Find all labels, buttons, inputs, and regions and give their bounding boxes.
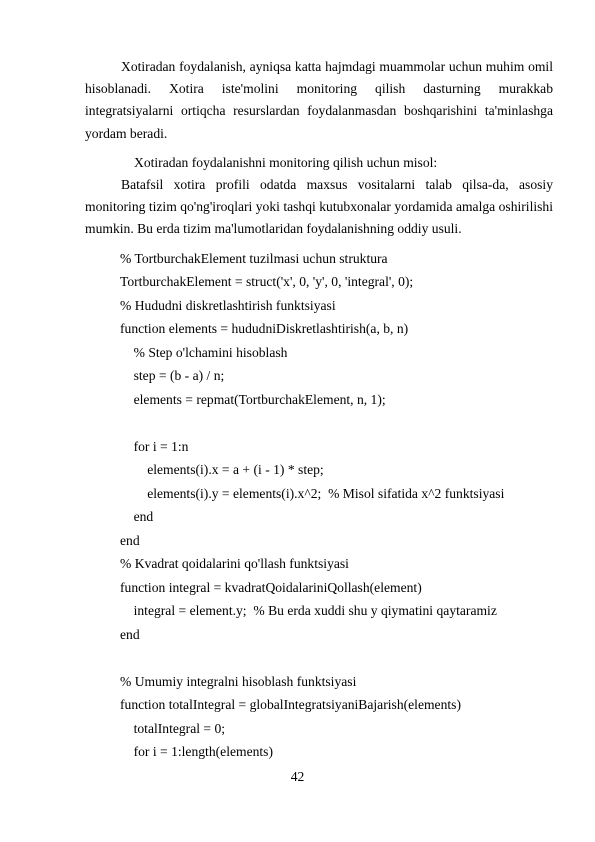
page-number: 42 <box>290 769 305 784</box>
code-line: % Umumiy integralni hisoblash funktsiyasi <box>120 674 357 689</box>
code-line: % Hududni diskretlashtirish funktsiyasi <box>120 298 336 313</box>
code-line: end <box>120 627 140 642</box>
code-line: % TortburchakElement tuzilmasi uchun struktura <box>120 251 388 266</box>
code-line: for i = 1:length(elements) <box>120 744 274 759</box>
code-line: % Step o'lchamini hisoblash <box>120 345 288 360</box>
code-line: end <box>120 509 154 524</box>
code-line: elements(i).x = a + (i - 1) * step; <box>120 462 324 477</box>
paragraph-memory-profiling: Batafsil xotira profili odatda maxsus vositalarni talab qilsa-da, asosiy monitoring tizim qo'ng'iroqlari yoki tashqi kutubxonalar yordamida amalga oshirilishi mumkin. Bu erda tizim ma'lumotlaridan foydalanishning oddiy usuli. <box>85 177 553 237</box>
paragraph-example-heading: Xotiradan foydalanishni monitoring qilish uchun misol: <box>134 155 438 170</box>
code-line: % Kvadrat qoidalarini qo'llash funktsiyasi <box>120 556 349 571</box>
code-line: TortburchakElement = struct('x', 0, 'y', 0, 'integral', 0); <box>120 274 414 289</box>
code-line: end <box>120 533 140 548</box>
code-line: elements(i).y = elements(i).x^2; % Misol sifatida x^2 funktsiyasi <box>120 486 505 501</box>
code-line: integral = element.y; % Bu erda xuddi shu y qiymatini qaytaramiz <box>120 603 497 618</box>
paragraph-memory-importance: Xotiradan foydalanish, ayniqsa katta hajmdagi muammolar uchun muhim omil hisoblanadi. Xotira iste'molini monitoring qilish dasturning murakkab integratsiyalarni ortiqcha resurslardan foydalanmasdan boshqarishini ta'minlashga yordam beradi. <box>85 59 553 141</box>
code-line: for i = 1:n <box>120 439 189 454</box>
code-line: elements = repmat(TortburchakElement, n, 1); <box>120 392 386 407</box>
code-line: step = (b - a) / n; <box>120 368 225 383</box>
code-line: totalIntegral = 0; <box>120 721 226 736</box>
code-line: function integral = kvadratQoidalariniQollash(element) <box>120 580 422 595</box>
code-line: function totalIntegral = globalIntegratsiyaniBajarish(elements) <box>120 697 461 712</box>
code-line: function elements = hududniDiskretlashtirish(a, b, n) <box>120 321 409 336</box>
